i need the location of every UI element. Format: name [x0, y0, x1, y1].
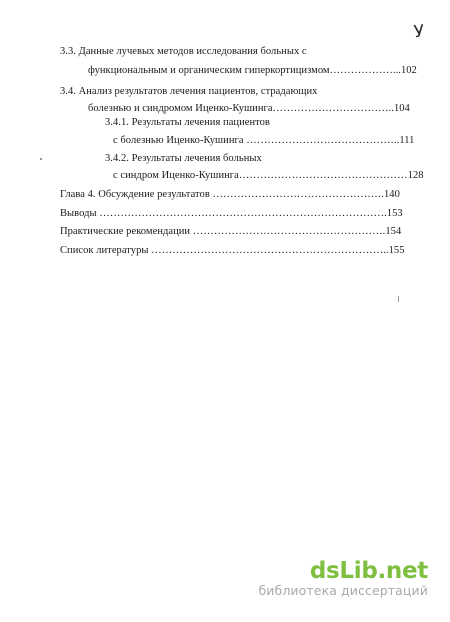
- toc-entry-3-3-line1: 3.3. Данные лучевых методов исследования больных с: [60, 46, 307, 57]
- toc-entry-3-4-1-line2: с болезнью Иценко-Кушинга ……………………………………..111: [113, 135, 415, 146]
- scan-speck: [40, 158, 42, 160]
- toc-entry-3-4-line2: болезнью и синдромом Иценко-Кушинга……………………………..104: [88, 103, 410, 114]
- scan-speck: [398, 296, 399, 302]
- toc-entry-3-4-2-line2: с синдром Иценко-Кушинга…………………………………………128: [113, 170, 424, 181]
- toc-entry-3-4-line1: 3.4. Анализ результатов лечения пациентов, страдающих: [60, 86, 318, 97]
- watermark: [259, 559, 429, 598]
- toc-entry-chapter-4: Глава 4. Обсуждение результатов ………………………………………….140: [60, 189, 400, 200]
- toc-entry-conclusions: Выводы ……………………………………………………………………….153: [60, 208, 403, 219]
- toc-entry-3-4-2-line1: 3.4.2. Результаты лечения больных: [105, 153, 262, 164]
- watermark-logo: dsLib.net: [309, 558, 428, 584]
- toc-entry-3-4-1-line1: 3.4.1. Результаты лечения пациентов: [105, 117, 270, 128]
- toc-entry-recommendations: Практические рекомендации ……………………………………………….154: [60, 226, 402, 237]
- watermark-tagline: библиотека диссертаций: [258, 583, 428, 598]
- toc-entry-references: Список литературы …………………………………………………………..155: [60, 245, 405, 256]
- handwritten-page-mark: У: [412, 21, 426, 43]
- toc-entry-3-3-line2: функциональным и органическим гиперкортицизмом………………...102: [88, 65, 417, 76]
